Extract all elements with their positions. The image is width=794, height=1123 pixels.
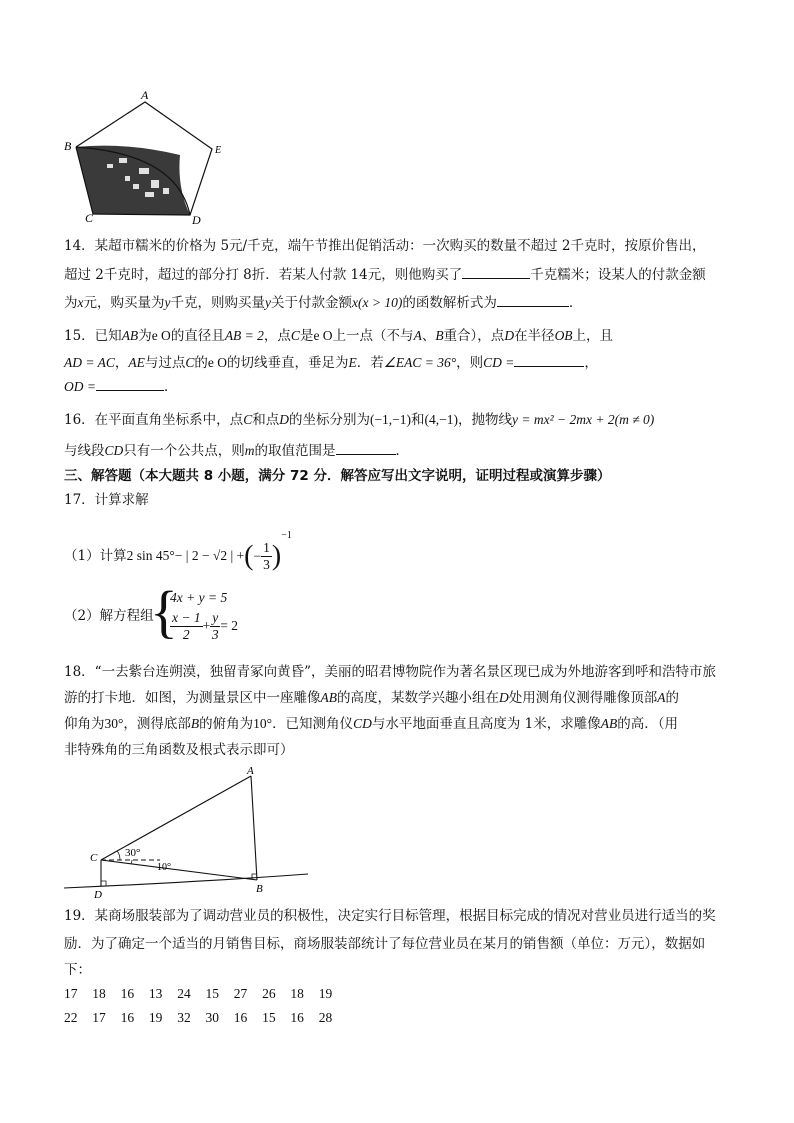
q18-line1: 18．“一去紫台连朔漠，独留青冢向黄昏”，美丽的昭君博物院作为著名景区现已成为外地游客到呼和浩特市旅 (64, 664, 716, 680)
q13-figure (55, 88, 235, 228)
sales-value: 18 (92, 986, 106, 1001)
line-CA (101, 776, 251, 860)
section-3-heading: 三、解答题（本大题共 8 小题，满分 72 分．解答应写出文字说明，证明过程或演算步骤） (64, 468, 611, 484)
label-B: B (64, 139, 72, 153)
q18-line4: 非特殊角的三角函数及根式表示即可） (64, 742, 294, 758)
equation-2: $\frac{x - 1}{2}$ + $\frac{y}{3}$ = 2 (172, 610, 238, 642)
equation-1: 4x + y = 5 (170, 590, 228, 605)
q14-line3: 为x元，购买量为y千克，则购买量y关于付款金额x(x > 10)的函数解析式为 ． (64, 292, 582, 313)
sales-value: 17 (64, 986, 78, 1001)
label-E: E (215, 145, 222, 156)
q15-line1: 15．已知AB为e O的直径且AB = 2，点C是e O上一点（不与A、B重合），点D在半径OB上，且 (64, 328, 614, 344)
line-CB (101, 860, 257, 880)
q16-line1: 16．在平面直角坐标系中，点C和点D的坐标分别为(−1,−1)和(4,−1)，抛物线y = mx² − 2mx + 2(m ≠ 0) (64, 412, 655, 428)
sales-value: 30 (205, 1010, 219, 1025)
shaded-region (76, 146, 190, 215)
q19-line2: 励．为了确定一个适当的月销售目标，商场服装部统计了每位营业员在某月的销售额（单位：万元），数据如 (64, 936, 706, 952)
q17-part1: （1）计算2 sin 45°− | 2 − √2 | +(− $\frac{1}{3}$ )$^{-1}$ (64, 530, 292, 572)
sales-value: 27 (233, 986, 248, 1001)
statue-AB (251, 776, 257, 880)
left-brace: { (150, 579, 178, 644)
sales-value: 16 (233, 1010, 248, 1025)
sales-value: 13 (148, 986, 163, 1001)
q17-title: 17．计算求解 (64, 492, 149, 508)
answer-blank[interactable] (336, 440, 396, 455)
q16-line2: 与线段CD只有一个公共点，则m的取值范围是 ． (64, 440, 409, 461)
sales-value: 18 (290, 986, 304, 1001)
angle-arc-30 (117, 851, 120, 860)
q18-line2: 游的打卡地．如图，为测量景区中一座雕像AB的高度，某数学兴趣小组在D处用测角仪测得雕像顶部A的 (64, 690, 679, 706)
answer-blank[interactable] (96, 376, 164, 391)
sales-value: 15 (205, 986, 219, 1001)
sales-value: 19 (318, 986, 333, 1001)
sales-value: 24 (177, 986, 191, 1001)
sales-value: 32 (177, 1010, 191, 1025)
sales-value: 16 (120, 1010, 135, 1025)
label-A: A (247, 765, 254, 777)
right-angle-D (101, 881, 106, 886)
sales-value: 15 (262, 1010, 276, 1025)
q15-line2: AD = AC，AE与过点C的e O的切线垂直，垂足为E．若∠EAC = 36°，则CD = ， (64, 352, 598, 373)
sales-value: 22 (64, 1010, 78, 1025)
sales-value: 17 (92, 1010, 106, 1025)
label-D: D (94, 889, 102, 898)
q18-figure (60, 764, 320, 898)
q19-line3: 下： (64, 962, 91, 978)
sales-value: 28 (318, 1010, 333, 1025)
label-C: C (85, 211, 94, 225)
sales-value: 16 (120, 986, 135, 1001)
answer-blank[interactable] (497, 292, 569, 307)
answer-blank[interactable] (462, 264, 530, 279)
answer-blank[interactable] (514, 352, 584, 367)
label-C: C (90, 852, 98, 864)
sales-value: 16 (290, 1010, 304, 1025)
label-B: B (256, 883, 263, 895)
sales-value: 26 (262, 986, 276, 1001)
label-A: A (141, 88, 149, 102)
sales-value: 19 (148, 1010, 163, 1025)
label-30deg: 30° (125, 847, 141, 859)
angle-arc-10 (131, 860, 132, 864)
label-10deg: 10° (157, 862, 171, 873)
q17-part2-label: （2）解方程组 (64, 608, 154, 624)
q15-line3: OD = ． (64, 376, 177, 397)
q18-line3: 仰角为30°，测得底部B的俯角为10°．已知测角仪CD与水平地面垂直且高度为 1米，求雕像AB的高．（用 (64, 716, 678, 732)
label-D: D (192, 213, 201, 227)
q14-line1: 14．某超市糯米的价格为 5元/千克，端午节推出促销活动：一次购买的数量不超过 2千克时，按原价售出， (64, 238, 706, 254)
q14-line2: 超过 2千克时，超过的部分打 8折．若某人付款 14元，则他购买了 千克糯米；设某人的付款金额 (64, 264, 706, 285)
q19-line1: 19．某商场服装部为了调动营业员的积极性，决定实行目标管理，根据目标完成的情况对营业员进行适当的奖 (64, 908, 716, 924)
